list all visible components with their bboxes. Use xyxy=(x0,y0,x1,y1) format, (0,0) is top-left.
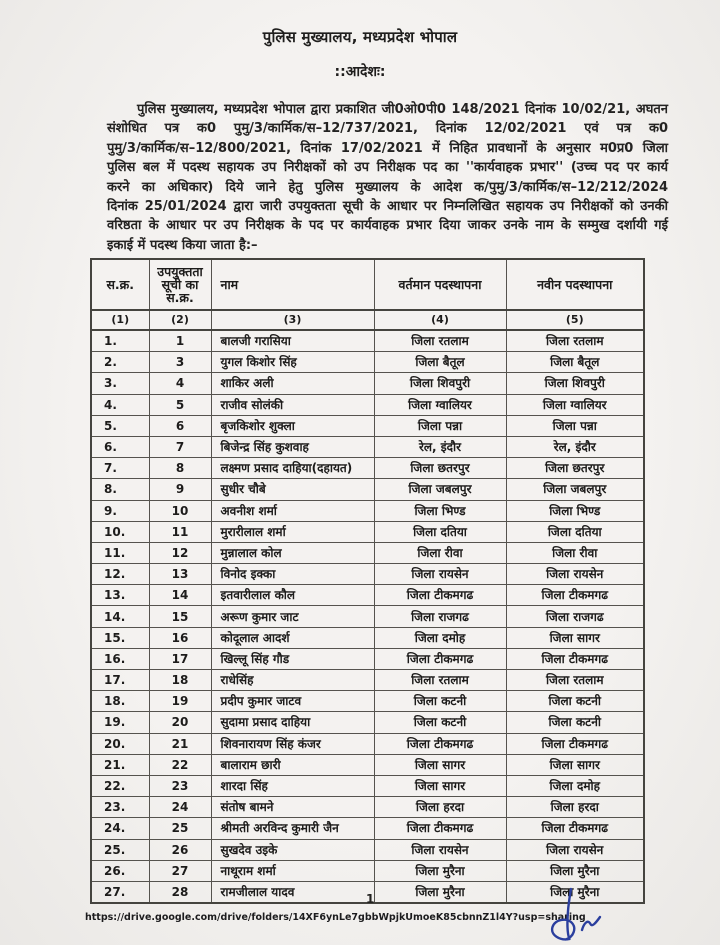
cell-sn: 22. xyxy=(91,775,149,796)
cell-name: मुरारीलाल शर्मा xyxy=(211,521,374,542)
paragraph-line: वरिष्ठता के आधार पर उप निरीक्षक के पद पर कार्यवाहक प्रभार दिया जाकर उनके नाम के सम्मुख दर्शायी गई xyxy=(107,218,668,234)
cell-name: अवनीश शर्मा xyxy=(211,500,374,521)
paragraph-line: करने का अधिकार) दिये जाने हेतु पुलिस मुख्यालय के आदेश क/पुमु/3/कार्मिक/स–12/212/2024 xyxy=(107,179,668,195)
col-header-serial: स.क्र. xyxy=(91,259,149,310)
cell-sn: 11. xyxy=(91,542,149,563)
cell-new_posting: जिला रायसेन xyxy=(506,839,644,860)
cell-new_posting: जिला भिण्ड xyxy=(506,500,644,521)
cell-current: जिला भिण्ड xyxy=(374,500,506,521)
cell-new_posting: जिला शिवपुरी xyxy=(506,373,644,394)
cell-list_sn: 7 xyxy=(149,436,211,457)
cell-new_posting: जिला टीकमगढ xyxy=(506,733,644,754)
cell-list_sn: 28 xyxy=(149,881,211,903)
cell-list_sn: 21 xyxy=(149,733,211,754)
cell-name: बालाराम छारी xyxy=(211,754,374,775)
cell-sn: 5. xyxy=(91,415,149,436)
cell-sn: 9. xyxy=(91,500,149,521)
cell-sn: 6. xyxy=(91,436,149,457)
cell-name: राजीव सोलंकी xyxy=(211,394,374,415)
cell-current: रेल, इंदौर xyxy=(374,436,506,457)
cell-sn: 23. xyxy=(91,797,149,818)
cell-list_sn: 23 xyxy=(149,775,211,796)
cell-current: जिला कटनी xyxy=(374,712,506,733)
cell-name: नाथूराम शर्मा xyxy=(211,860,374,881)
cell-new_posting: जिला रीवा xyxy=(506,542,644,563)
cell-list_sn: 6 xyxy=(149,415,211,436)
cell-current: जिला जबलपुर xyxy=(374,479,506,500)
cell-name: बिजेन्द्र सिंह कुशवाह xyxy=(211,436,374,457)
table-row xyxy=(91,352,644,373)
cell-list_sn: 17 xyxy=(149,648,211,669)
cell-name: लक्ष्मण प्रसाद दाहिया(दहायत) xyxy=(211,458,374,479)
cell-new_posting: जिला कटनी xyxy=(506,712,644,733)
cell-current: जिला रतलाम xyxy=(374,330,506,352)
paragraph-line: इकाई में पदस्थ किया जाता है:– xyxy=(107,237,258,253)
table-row xyxy=(91,670,644,691)
paragraph-line: पुलिस मुख्यालय, मध्यप्रदेश भोपाल द्वारा प्रकाशित जी0ओ0पी0 148/2021 दिनांक 10/02/21, अघतन xyxy=(137,102,668,117)
cell-new_posting: जिला जबलपुर xyxy=(506,479,644,500)
cell-name: राधेसिंह xyxy=(211,670,374,691)
cell-name: इतवारीलाल कौल xyxy=(211,585,374,606)
cell-list_sn: 25 xyxy=(149,818,211,839)
cell-new_posting: जिला पन्ना xyxy=(506,415,644,436)
cell-name: कोदूलाल आदर्श xyxy=(211,627,374,648)
col-header-current-posting: वर्तमान पदस्थापना xyxy=(374,259,506,310)
cell-name: बालजी गरासिया xyxy=(211,330,374,352)
cell-current: जिला मुरैना xyxy=(374,860,506,881)
table-row xyxy=(91,500,644,521)
cell-name: सुधीर चौबे xyxy=(211,479,374,500)
cell-new_posting: जिला टीकमगढ xyxy=(506,648,644,669)
cell-new_posting: जिला बैतूल xyxy=(506,352,644,373)
cell-name: सुदामा प्रसाद दाहिया xyxy=(211,712,374,733)
cell-sn: 8. xyxy=(91,479,149,500)
cell-list_sn: 19 xyxy=(149,691,211,712)
cell-list_sn: 13 xyxy=(149,564,211,585)
cell-name: बृजकिशोर शुक्ला xyxy=(211,415,374,436)
cell-name: संतोष बामने xyxy=(211,797,374,818)
cell-list_sn: 27 xyxy=(149,860,211,881)
cell-new_posting: जिला दतिया xyxy=(506,521,644,542)
cell-name: विनोद इक्का xyxy=(211,564,374,585)
cell-list_sn: 9 xyxy=(149,479,211,500)
cell-new_posting: जिला रायसेन xyxy=(506,564,644,585)
cell-list_sn: 11 xyxy=(149,521,211,542)
cell-current: जिला टीकमगढ xyxy=(374,648,506,669)
table-row xyxy=(91,691,644,712)
cell-sn: 15. xyxy=(91,627,149,648)
cell-current: जिला टीकमगढ xyxy=(374,585,506,606)
cell-list_sn: 5 xyxy=(149,394,211,415)
cell-current: जिला हरदा xyxy=(374,797,506,818)
cell-list_sn: 3 xyxy=(149,352,211,373)
table-row xyxy=(91,648,644,669)
table-row xyxy=(91,458,644,479)
cell-sn: 26. xyxy=(91,860,149,881)
cell-current: जिला टीकमगढ xyxy=(374,733,506,754)
cell-current: जिला रायसेन xyxy=(374,839,506,860)
cell-list_sn: 18 xyxy=(149,670,211,691)
cell-new_posting: जिला सागर xyxy=(506,627,644,648)
cell-current: जिला दमोह xyxy=(374,627,506,648)
cell-current: जिला शिवपुरी xyxy=(374,373,506,394)
cell-list_sn: 22 xyxy=(149,754,211,775)
order-heading: ::आदेशः: xyxy=(334,64,386,80)
table-row xyxy=(91,797,644,818)
cell-current: जिला रायसेन xyxy=(374,564,506,585)
column-number: (4) xyxy=(374,310,506,330)
cell-list_sn: 20 xyxy=(149,712,211,733)
cell-current: जिला पन्ना xyxy=(374,415,506,436)
cell-new_posting: जिला ग्वालियर xyxy=(506,394,644,415)
cell-sn: 2. xyxy=(91,352,149,373)
cell-current: जिला सागर xyxy=(374,775,506,796)
table-row xyxy=(91,733,644,754)
table-row xyxy=(91,606,644,627)
cell-current: जिला छतरपुर xyxy=(374,458,506,479)
cell-name: युगल किशोर सिंह xyxy=(211,352,374,373)
cell-current: जिला टीकमगढ xyxy=(374,818,506,839)
table-row xyxy=(91,860,644,881)
table-row xyxy=(91,712,644,733)
cell-sn: 7. xyxy=(91,458,149,479)
cell-list_sn: 4 xyxy=(149,373,211,394)
footer-url[interactable]: https://drive.google.com/drive/folders/14XF6ynLe7gbbWpjkUmoeK85cbnnZ1l4Y?usp=sharing xyxy=(85,912,586,923)
cell-new_posting: जिला रतलाम xyxy=(506,670,644,691)
cell-new_posting: जिला टीकमगढ xyxy=(506,818,644,839)
column-number: (2) xyxy=(149,310,211,330)
column-number: (1) xyxy=(91,310,149,330)
cell-current: जिला बैतूल xyxy=(374,352,506,373)
cell-sn: 14. xyxy=(91,606,149,627)
cell-current: जिला मुरैना xyxy=(374,881,506,903)
cell-name: रामजीलाल यादव xyxy=(211,881,374,903)
document-title: पुलिस मुख्यालय, मध्यप्रदेश भोपाल xyxy=(262,28,458,46)
paragraph-line: दिनांक 25/01/2024 द्वारा जारी उपयुक्तता सूची के आधार पर निम्नलिखित सहायक उप निरीक्षकों को उनकी xyxy=(107,198,668,214)
cell-name: शाकिर अली xyxy=(211,373,374,394)
table-row xyxy=(91,585,644,606)
assignment-table-body xyxy=(91,330,644,903)
cell-name: खिल्लू सिंह गौड xyxy=(211,648,374,669)
cell-list_sn: 12 xyxy=(149,542,211,563)
cell-list_sn: 8 xyxy=(149,458,211,479)
cell-name: श्रीमती अरविन्द कुमारी जैन xyxy=(211,818,374,839)
assignment-table xyxy=(90,258,645,904)
signature-flourish xyxy=(582,917,600,930)
cell-list_sn: 26 xyxy=(149,839,211,860)
cell-current: जिला रतलाम xyxy=(374,670,506,691)
cell-sn: 13. xyxy=(91,585,149,606)
column-number: (3) xyxy=(211,310,374,330)
cell-new_posting: जिला टीकमगढ xyxy=(506,585,644,606)
cell-list_sn: 14 xyxy=(149,585,211,606)
cell-list_sn: 1 xyxy=(149,330,211,352)
paragraph-line: पुलिस बल में पदस्थ सहायक उप निरीक्षकों को उप निरीक्षक पद का ''कार्यवाहक प्रभार'' (उच्च पद पर कार्य xyxy=(107,160,668,176)
cell-current: जिला दतिया xyxy=(374,521,506,542)
cell-sn: 24. xyxy=(91,818,149,839)
cell-name: सुखदेव उइके xyxy=(211,839,374,860)
signature-ink xyxy=(538,886,624,944)
cell-new_posting: जिला दमोह xyxy=(506,775,644,796)
col-header-name: नाम xyxy=(211,259,374,310)
cell-list_sn: 15 xyxy=(149,606,211,627)
col-header-list-serial: उपयुक्तता सूची का स.क्र. xyxy=(149,259,211,310)
cell-new_posting: रेल, इंदौर xyxy=(506,436,644,457)
cell-current: जिला राजगढ xyxy=(374,606,506,627)
cell-sn: 4. xyxy=(91,394,149,415)
signature-stem-loop xyxy=(552,889,574,940)
order-paragraph xyxy=(107,100,668,255)
table-row xyxy=(91,521,644,542)
col-header-new-posting: नवीन पदस्थापना xyxy=(506,259,644,310)
cell-current: जिला कटनी xyxy=(374,691,506,712)
table-row xyxy=(91,839,644,860)
cell-new_posting: जिला रतलाम xyxy=(506,330,644,352)
table-column-number-row xyxy=(91,310,644,330)
paragraph-line: पुमु/3/कार्मिक/स–12/800/2021, दिनांक 17/02/2021 में निहित प्रावधानों के अनुसार म0प्र0 जिला xyxy=(107,140,668,156)
cell-new_posting: जिला कटनी xyxy=(506,691,644,712)
cell-list_sn: 16 xyxy=(149,627,211,648)
table-row xyxy=(91,415,644,436)
cell-sn: 1. xyxy=(91,330,149,352)
table-row xyxy=(91,373,644,394)
table-row xyxy=(91,627,644,648)
table-row xyxy=(91,818,644,839)
table-row xyxy=(91,564,644,585)
cell-new_posting: जिला सागर xyxy=(506,754,644,775)
table-row xyxy=(91,394,644,415)
cell-sn: 25. xyxy=(91,839,149,860)
cell-current: जिला ग्वालियर xyxy=(374,394,506,415)
paragraph-line: संशोधित पत्र क0 पुमु/3/कार्मिक/स–12/737/2021, दिनांक 12/02/2021 एवं पत्र क0 xyxy=(107,121,668,137)
cell-name: शिवनारायण सिंह कंजर xyxy=(211,733,374,754)
cell-new_posting: जिला छतरपुर xyxy=(506,458,644,479)
column-number: (5) xyxy=(506,310,644,330)
cell-current: जिला रीवा xyxy=(374,542,506,563)
cell-list_sn: 10 xyxy=(149,500,211,521)
cell-new_posting: जिला राजगढ xyxy=(506,606,644,627)
cell-sn: 27. xyxy=(91,881,149,903)
table-row xyxy=(91,436,644,457)
cell-name: अरूण कुमार जाट xyxy=(211,606,374,627)
cell-sn: 19. xyxy=(91,712,149,733)
cell-sn: 3. xyxy=(91,373,149,394)
table-row xyxy=(91,479,644,500)
cell-new_posting: जिला मुरैना xyxy=(506,860,644,881)
table-row xyxy=(91,330,644,352)
table-row xyxy=(91,754,644,775)
cell-new_posting: जिला हरदा xyxy=(506,797,644,818)
cell-sn: 17. xyxy=(91,670,149,691)
table-row xyxy=(91,542,644,563)
cell-list_sn: 24 xyxy=(149,797,211,818)
cell-name: प्रदीप कुमार जाटव xyxy=(211,691,374,712)
cell-sn: 18. xyxy=(91,691,149,712)
cell-sn: 10. xyxy=(91,521,149,542)
cell-sn: 21. xyxy=(91,754,149,775)
cell-sn: 20. xyxy=(91,733,149,754)
cell-current: जिला सागर xyxy=(374,754,506,775)
cell-name: मुन्नालाल कोल xyxy=(211,542,374,563)
page-number: 1 xyxy=(366,892,375,906)
cell-name: शारदा सिंह xyxy=(211,775,374,796)
table-row xyxy=(91,775,644,796)
cell-new_posting: जिला मुरैना xyxy=(506,881,644,903)
table-header-row xyxy=(91,259,644,310)
cell-sn: 12. xyxy=(91,564,149,585)
cell-sn: 16. xyxy=(91,648,149,669)
